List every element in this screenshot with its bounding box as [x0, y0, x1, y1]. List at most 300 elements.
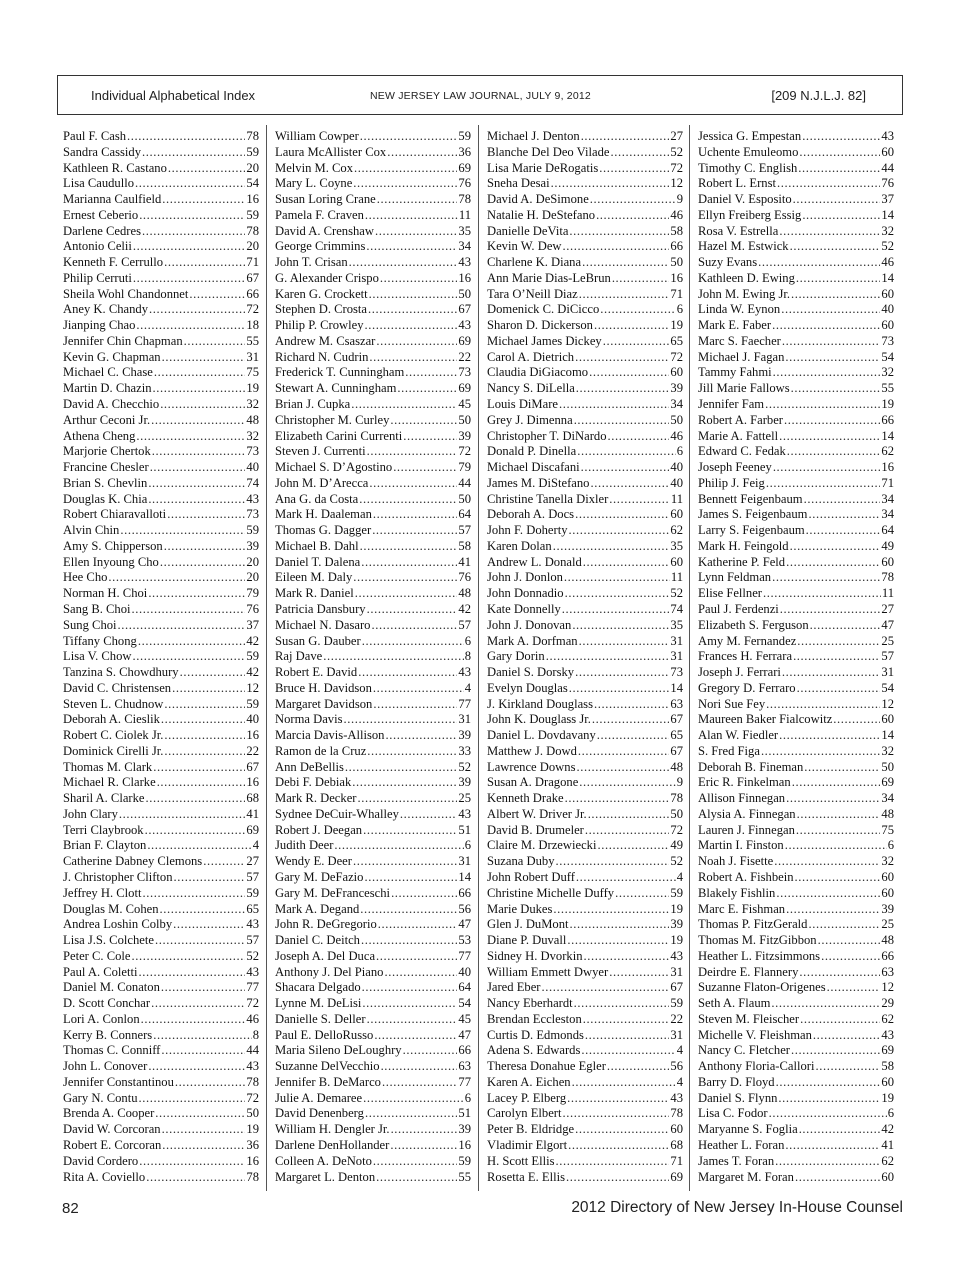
- person-name: Kerry B. Conners: [63, 1027, 153, 1042]
- index-entry: [487, 476, 683, 492]
- dot-leader: [574, 413, 670, 429]
- index-entry: [698, 649, 894, 665]
- index-entry: [487, 365, 683, 381]
- dot-leader: [790, 239, 881, 255]
- page-reference: 77: [458, 696, 471, 711]
- index-entry: [275, 980, 471, 996]
- page-reference: 34: [670, 397, 683, 412]
- page-reference: 76: [458, 570, 471, 585]
- index-entry: [698, 586, 894, 602]
- dot-leader: [376, 334, 457, 350]
- dot-leader: [796, 271, 881, 287]
- person-name: Kenneth F. Cerrullo: [63, 255, 164, 270]
- person-name: Nancy C. Fletcher: [698, 1043, 790, 1058]
- person-name: Steven M. Fleischer: [698, 1011, 800, 1026]
- person-name: J. Christopher Clifton: [63, 869, 173, 884]
- page-reference: 25: [881, 633, 894, 648]
- index-entry: [698, 523, 894, 539]
- person-name: Lisa Marie DeRogatis: [487, 160, 599, 175]
- page-reference: 72: [670, 822, 683, 837]
- person-name: Frances H. Ferrara: [698, 649, 793, 664]
- dot-leader: [168, 161, 246, 177]
- page-reference: 43: [458, 318, 471, 333]
- person-name: James T. Foran: [698, 1153, 775, 1168]
- person-name: Michelle V. Fleishman: [698, 1027, 812, 1042]
- index-entry: [487, 949, 683, 965]
- index-column-3: [487, 129, 683, 1185]
- index-entry: [487, 697, 683, 713]
- index-entry: [275, 365, 471, 381]
- index-entry: [487, 933, 683, 949]
- index-entry: [275, 381, 471, 397]
- page-reference: 73: [246, 444, 259, 459]
- page-reference: 42: [881, 1122, 894, 1137]
- index-entry: [487, 192, 683, 208]
- page-reference: 12: [246, 680, 259, 695]
- index-entry: [63, 870, 259, 886]
- dot-leader: [323, 649, 463, 665]
- dot-leader: [147, 838, 251, 854]
- person-name: Thomas M. FitzGibbon: [698, 933, 817, 948]
- person-name: Richard N. Cudrin: [275, 349, 369, 364]
- page-reference: 55: [246, 333, 259, 348]
- index-entry: [275, 618, 471, 634]
- dot-leader: [351, 397, 457, 413]
- dot-leader: [795, 870, 881, 886]
- index-entry: [487, 1028, 683, 1044]
- page-reference: 12: [881, 696, 894, 711]
- person-name: Heather L. Foran: [698, 1138, 785, 1152]
- index-entry: [487, 1122, 683, 1138]
- dot-leader: [160, 902, 246, 918]
- dot-leader: [609, 492, 670, 508]
- person-name: Sheila Wohl Chandonnet: [63, 286, 189, 301]
- page-reference: 11: [458, 207, 471, 222]
- page-reference: 9: [676, 775, 683, 790]
- index-entry: [275, 996, 471, 1012]
- column-divider: [689, 125, 690, 1191]
- person-name: Sydnee DeCuir-Whalley: [275, 806, 399, 821]
- person-name: Evelyn Douglas: [487, 680, 568, 695]
- dot-leader: [362, 634, 464, 650]
- person-name: Michael James Dickey: [487, 333, 602, 348]
- person-name: Mark A. Degand: [275, 901, 360, 916]
- page-reference: 77: [246, 980, 259, 995]
- dot-leader: [136, 318, 245, 334]
- dot-leader: [175, 1075, 246, 1091]
- dot-leader: [567, 1091, 669, 1107]
- person-name: Sung Choi: [63, 617, 117, 632]
- page-reference: 50: [881, 759, 894, 774]
- person-name: Barry D. Floyd: [698, 1074, 775, 1089]
- person-name: Maryanne S. Foglia: [698, 1122, 798, 1137]
- person-name: Philip P. Crowley: [275, 318, 364, 333]
- page-reference: 62: [670, 523, 683, 538]
- person-name: Maria Sileno DeLoughry: [275, 1043, 402, 1058]
- dot-leader: [164, 728, 245, 744]
- index-entry: [275, 1012, 471, 1028]
- person-name: Katherine P. Feld: [698, 554, 786, 569]
- index-entry: [275, 1043, 471, 1059]
- page-reference: 66: [670, 239, 683, 254]
- page-reference: 6: [676, 302, 683, 317]
- dot-leader: [361, 555, 457, 571]
- index-entry: [275, 429, 471, 445]
- dot-leader: [585, 823, 670, 839]
- person-name: Nori Sue Fey: [698, 696, 766, 711]
- dot-leader: [149, 302, 245, 318]
- person-name: Anthony J. Del Piano: [275, 964, 384, 979]
- person-name: Marc E. Fishman: [698, 901, 786, 916]
- person-name: Lacey P. Elberg: [487, 1090, 567, 1105]
- page-reference: 19: [670, 901, 683, 916]
- person-name: Andrew M. Csaszar: [275, 333, 376, 348]
- index-entry: [63, 492, 259, 508]
- dot-leader: [365, 1106, 457, 1122]
- index-entry: [275, 870, 471, 886]
- person-name: Thomas P. FitzGerald: [698, 917, 808, 932]
- dot-leader: [802, 208, 880, 224]
- page-reference: 31: [881, 665, 894, 680]
- index-entry: [275, 854, 471, 870]
- person-name: Robert C. Ciolek Jr.: [63, 728, 164, 743]
- dot-leader: [161, 1043, 245, 1059]
- person-name: Jennifer Constantinou: [63, 1074, 174, 1089]
- person-name: Martin D. Chazin: [63, 381, 152, 396]
- dot-leader: [804, 760, 880, 776]
- person-name: James M. DiStefano: [487, 475, 590, 490]
- directory-title: 2012 Directory of New Jersey In-House Counsel: [571, 1199, 903, 1216]
- index-entry: [487, 1059, 683, 1075]
- person-name: Daniel V. Esposito: [698, 192, 792, 207]
- dot-leader: [174, 870, 246, 886]
- page-reference: 77: [458, 1074, 471, 1089]
- index-entry: [63, 239, 259, 255]
- page-reference: 20: [246, 570, 259, 585]
- dot-leader: [804, 492, 881, 508]
- index-entry: [63, 697, 259, 713]
- index-entry: [487, 318, 683, 334]
- page-reference: 6: [464, 838, 471, 853]
- dot-leader: [766, 697, 880, 713]
- index-entry: [63, 586, 259, 602]
- person-name: John L. Conover: [63, 1059, 148, 1074]
- dot-leader: [367, 602, 458, 618]
- index-entry: [487, 397, 683, 413]
- person-name: Terri Claybrook: [63, 822, 144, 837]
- dot-leader: [359, 492, 457, 508]
- page-reference: 35: [670, 617, 683, 632]
- index-entry: [487, 460, 683, 476]
- page-reference: 50: [458, 491, 471, 506]
- index-entry: [275, 1154, 471, 1170]
- page-reference: 59: [246, 649, 259, 664]
- person-name: Darlene Cedres: [63, 223, 141, 238]
- index-entry: [487, 1043, 683, 1059]
- dot-leader: [154, 365, 246, 381]
- index-entry: [487, 744, 683, 760]
- person-name: Margaret Davidson: [275, 696, 373, 711]
- page-reference: 4: [252, 838, 259, 853]
- index-entry: [275, 1122, 471, 1138]
- person-name: Thomas C. Conniff: [63, 1043, 161, 1058]
- page-reference: 43: [246, 1059, 259, 1074]
- person-name: Michael R. Clarke: [63, 775, 156, 790]
- person-name: Jeffrey H. Clott: [63, 885, 142, 900]
- dot-leader: [374, 1028, 457, 1044]
- dot-leader: [808, 917, 880, 933]
- index-entry: [275, 681, 471, 697]
- page-reference: 19: [670, 933, 683, 948]
- dot-leader: [775, 1154, 880, 1170]
- index-entry: [63, 271, 259, 287]
- person-name: Hee Cho: [63, 570, 108, 585]
- index-entry: [275, 1075, 471, 1091]
- dot-leader: [574, 996, 670, 1012]
- page-reference: 78: [246, 223, 259, 238]
- person-name: Paul A. Coletti: [63, 964, 138, 979]
- dot-leader: [139, 1154, 245, 1170]
- person-name: Andrew L. Donald: [487, 554, 582, 569]
- page-reference: 48: [670, 759, 683, 774]
- page-reference: 43: [246, 491, 259, 506]
- person-name: Heather L. Fitzsimmons: [698, 948, 821, 963]
- dot-leader: [782, 334, 881, 350]
- person-name: George Crimmins: [275, 239, 366, 254]
- person-name: Daniel L. Dovdavany: [487, 728, 596, 743]
- person-name: Brendan Eccleston: [487, 1011, 582, 1026]
- index-entry: [698, 1138, 894, 1154]
- person-name: Ana G. da Costa: [275, 491, 359, 506]
- page-reference: 40: [246, 712, 259, 727]
- index-entry: [698, 634, 894, 650]
- index-entry: [275, 665, 471, 681]
- person-name: Lynne M. DeLisi: [275, 996, 362, 1011]
- index-entry: [487, 145, 683, 161]
- index-entry: [487, 886, 683, 902]
- dot-leader: [594, 697, 669, 713]
- index-entry: [698, 1091, 894, 1107]
- page-reference: 52: [881, 239, 894, 254]
- person-name: Eric R. Finkelman: [698, 775, 791, 790]
- page-reference: 63: [881, 964, 894, 979]
- dot-leader: [362, 996, 457, 1012]
- dot-leader: [390, 413, 457, 429]
- dot-leader: [366, 239, 457, 255]
- index-entry: [698, 1106, 894, 1122]
- dot-leader: [118, 618, 246, 634]
- index-entry: [275, 255, 471, 271]
- dot-leader: [142, 145, 245, 161]
- person-name: Rosa V. Estrella: [698, 223, 779, 238]
- index-entry: [275, 570, 471, 586]
- index-entry: [63, 728, 259, 744]
- person-name: Norma Davis: [275, 712, 343, 727]
- page-reference: 60: [881, 318, 894, 333]
- dot-leader: [793, 649, 880, 665]
- dot-leader: [612, 271, 670, 287]
- page-reference: 48: [881, 933, 894, 948]
- person-name: David W. Corcoran: [63, 1122, 161, 1137]
- index-entry: [698, 665, 894, 681]
- person-name: S. Fred Figa: [698, 743, 760, 758]
- person-name: Margaret L. Denton: [275, 1169, 376, 1184]
- page-reference: 16: [246, 728, 259, 743]
- person-name: Christine Tanella Dixler: [487, 491, 609, 506]
- person-name: Catherine Dabney Clemons: [63, 854, 203, 869]
- person-name: Kathleen R. Castano: [63, 160, 167, 175]
- page-reference: 39: [881, 901, 894, 916]
- index-entry: [275, 886, 471, 902]
- page-reference: 39: [670, 917, 683, 932]
- dot-leader: [362, 980, 458, 996]
- dot-leader: [391, 1122, 458, 1138]
- person-name: Mark A. Dorfman: [487, 633, 578, 648]
- page-reference: 75: [246, 365, 259, 380]
- page-reference: 74: [246, 475, 259, 490]
- page-reference: 66: [881, 948, 894, 963]
- dot-leader: [791, 1043, 880, 1059]
- dot-leader: [385, 728, 457, 744]
- dot-leader: [581, 129, 670, 145]
- page-reference: 64: [881, 523, 894, 538]
- index-entry: [63, 129, 259, 145]
- page-reference: 60: [670, 1122, 683, 1137]
- person-name: Karen G. Crockett: [275, 286, 368, 301]
- person-name: John Donnadio: [487, 586, 564, 601]
- dot-leader: [590, 192, 676, 208]
- index-entry: [698, 1122, 894, 1138]
- dot-leader: [579, 287, 670, 303]
- person-name: Andrea Loshin Colby: [63, 917, 173, 932]
- index-entry: [487, 555, 683, 571]
- person-name: Donald P. Dinella: [487, 444, 577, 459]
- dot-leader: [371, 618, 457, 634]
- person-name: Brian F. Clayton: [63, 838, 147, 853]
- index-entry: [63, 744, 259, 760]
- dot-leader: [758, 255, 880, 271]
- index-entry: [487, 823, 683, 839]
- dot-leader: [779, 224, 880, 240]
- index-entry: [63, 476, 259, 492]
- page-reference: 31: [246, 349, 259, 364]
- person-name: Steven L. Chudnow: [63, 696, 164, 711]
- page-reference: 34: [881, 791, 894, 806]
- index-entry: [63, 933, 259, 949]
- dot-leader: [365, 318, 458, 334]
- index-entry: [63, 634, 259, 650]
- dot-leader: [360, 129, 458, 145]
- person-name: Philip J. Feig: [698, 475, 765, 490]
- column-divider: [266, 125, 267, 1191]
- person-name: Gary M. DeFranceschi: [275, 885, 391, 900]
- dot-leader: [378, 917, 458, 933]
- dot-leader: [590, 476, 669, 492]
- index-entry: [275, 476, 471, 492]
- dot-leader: [556, 1154, 670, 1170]
- dot-leader: [353, 570, 457, 586]
- index-entry: [275, 492, 471, 508]
- person-name: Daniel M. Conaton: [63, 980, 160, 995]
- dot-leader: [576, 760, 669, 776]
- dot-leader: [795, 1170, 880, 1186]
- index-entry: [487, 854, 683, 870]
- page-reference: 45: [458, 397, 471, 412]
- dot-leader: [594, 318, 669, 334]
- index-entry: [63, 618, 259, 634]
- dot-leader: [161, 980, 246, 996]
- index-entry: [63, 302, 259, 318]
- index-column-4: [698, 129, 894, 1185]
- page-reference: 57: [881, 649, 894, 664]
- dot-leader: [608, 429, 670, 445]
- page-reference: 54: [881, 349, 894, 364]
- dot-leader: [358, 665, 457, 681]
- dot-leader: [405, 365, 457, 381]
- dot-leader: [151, 413, 245, 429]
- index-entry: [63, 192, 259, 208]
- dot-leader: [357, 791, 457, 807]
- page-reference: 34: [458, 239, 471, 254]
- page-reference: 56: [670, 1059, 683, 1074]
- page-reference: 32: [881, 223, 894, 238]
- index-entry: [487, 902, 683, 918]
- page-reference: 20: [246, 160, 259, 175]
- index-entry: [275, 965, 471, 981]
- dot-leader: [145, 823, 246, 839]
- person-name: Tammy Fahmi: [698, 365, 772, 380]
- page-reference: 78: [246, 1074, 259, 1089]
- dot-leader: [146, 1170, 245, 1186]
- index-entry: [275, 523, 471, 539]
- dot-leader: [791, 381, 881, 397]
- person-name: Sandra Cassidy: [63, 144, 142, 159]
- dot-leader: [579, 775, 675, 791]
- index-entry: [275, 728, 471, 744]
- person-name: Martin I. Finston: [698, 838, 784, 853]
- person-name: Darlene DenHollander: [275, 1138, 390, 1152]
- index-entry: [487, 255, 683, 271]
- person-name: Antonio Celii: [63, 239, 132, 254]
- dot-leader: [546, 649, 670, 665]
- index-entry: [698, 381, 894, 397]
- index-entry: [63, 1012, 259, 1028]
- page-reference: 63: [458, 1059, 471, 1074]
- page-reference: 64: [458, 980, 471, 995]
- person-name: Hazel M. Estwick: [698, 239, 789, 254]
- page-reference: 12: [881, 980, 894, 995]
- index-entry: [487, 350, 683, 366]
- page-reference: 76: [881, 176, 894, 191]
- page-reference: 16: [881, 460, 894, 475]
- person-name: G. Alexander Crispo: [275, 270, 379, 285]
- dot-leader: [353, 176, 457, 192]
- person-name: Brian J. Cupka: [275, 397, 351, 412]
- page-reference: 60: [881, 712, 894, 727]
- page-reference: 67: [670, 743, 683, 758]
- person-name: Paul F. Cash: [63, 129, 127, 143]
- dot-leader: [381, 1059, 458, 1075]
- page-reference: 59: [246, 885, 259, 900]
- dot-leader: [786, 902, 880, 918]
- page-reference: 27: [670, 129, 683, 143]
- person-name: Kate Donnelly: [487, 601, 561, 616]
- page-reference: 31: [670, 649, 683, 664]
- dot-leader: [588, 807, 670, 823]
- dot-leader: [367, 744, 457, 760]
- index-entry: [63, 507, 259, 523]
- person-name: Matthew J. Dowd: [487, 743, 577, 758]
